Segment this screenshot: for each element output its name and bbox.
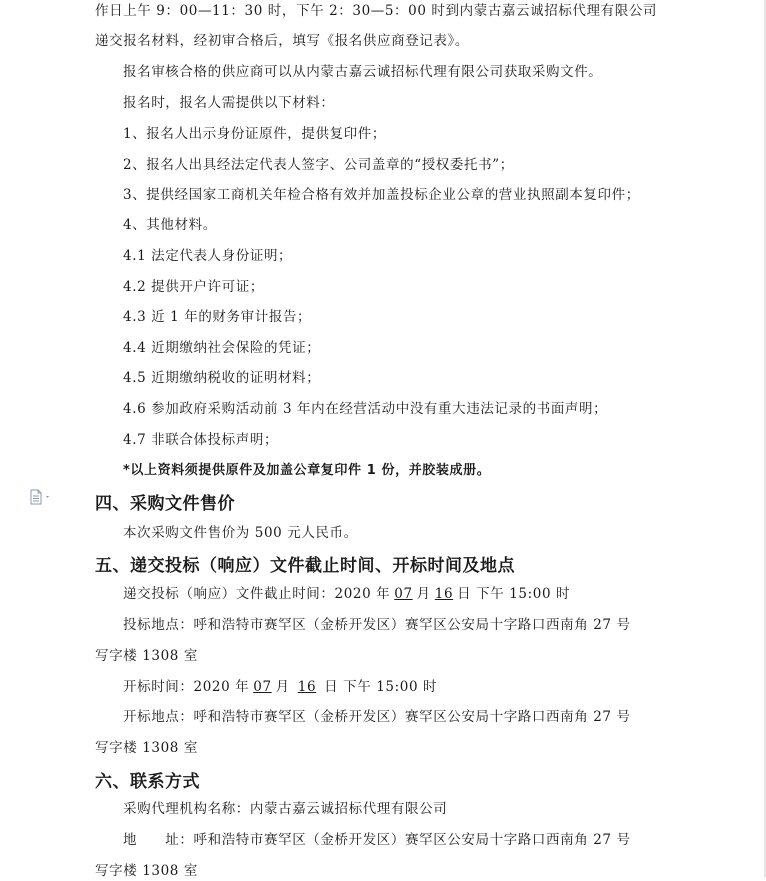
text-line: 4.4 近期缴纳社会保险的凭证； xyxy=(123,340,321,356)
text-line: 采购代理机构名称：内蒙古嘉云诚招标代理有限公司 xyxy=(123,801,448,817)
deadline-prefix: 递交投标（响应）文件截止时间：2020 年 xyxy=(123,586,391,602)
deadline-line xyxy=(123,584,723,604)
section-heading: 四、采购文件售价 xyxy=(95,494,235,514)
open-prefix: 开标时间：2020 年 xyxy=(123,679,250,695)
month-unit: 月 xyxy=(275,679,290,695)
document-icon[interactable] xyxy=(28,489,54,505)
text-line: 4.5 近期缴纳税收的证明材料； xyxy=(123,370,321,386)
text-line: 3、提供经国家工商机关年检合格有效并加盖投标企业公章的营业执照副本复印件； xyxy=(123,187,640,203)
text-line: 作日上午 9：00—11：30 时，下午 2：30—5：00 时到内蒙古嘉云诚招标代理有限公司 xyxy=(95,3,658,19)
deadline-month: 07 xyxy=(394,586,413,602)
open-day: 16 xyxy=(297,679,317,695)
text-line: 报名时，报名人需提供以下材料： xyxy=(123,95,335,111)
text-line: 报名审核合格的供应商可以从内蒙古嘉云诚招标代理有限公司获取采购文件。 xyxy=(123,64,603,80)
month-unit: 月 xyxy=(416,586,431,602)
open-month: 07 xyxy=(253,679,272,695)
text-line: 4、其他材料。 xyxy=(123,217,217,233)
text-line: 4.2 提供开户许可证； xyxy=(123,279,264,295)
open-suffix: 日 下午 15:00 时 xyxy=(324,679,438,695)
text-line: 递交报名材料，经初审合格后，填写《报名供应商登记表》。 xyxy=(95,33,469,49)
text-line: 地 址：呼和浩特市赛罕区（金桥开发区）赛罕区公安局十字路口西南角 27 号 xyxy=(123,832,631,848)
text-line: 本次采购文件售价为 500 元人民币。 xyxy=(123,525,358,541)
text-line: 4.3 近 1 年的财务审计报告； xyxy=(123,309,312,325)
text-line: 投标地点：呼和浩特市赛罕区（金桥开发区）赛罕区公安局十字路口西南角 27 号 xyxy=(123,617,631,633)
text-line: 4.1 法定代表人身份证明； xyxy=(123,248,293,264)
text-line: 4.7 非联合体投标声明； xyxy=(123,432,279,448)
deadline-day: 16 xyxy=(434,586,454,602)
text-line: 2、报名人出具经法定代表人签字、公司盖章的“授权委托书”； xyxy=(123,157,514,173)
text-line: 4.6 参加政府采购活动前 3 年内在经营活动中没有重大违法记录的书面声明； xyxy=(123,401,608,417)
text-line: 写字楼 1308 室 xyxy=(95,863,198,879)
text-line: 写字楼 1308 室 xyxy=(95,648,198,664)
note-line: *以上资料须提供原件及加盖公章复印件 1 份，并胶装成册。 xyxy=(123,463,491,478)
text-line: 写字楼 1308 室 xyxy=(95,740,198,756)
section-heading: 五、递交投标（响应）文件截止时间、开标时间及地点 xyxy=(95,556,515,576)
section-heading: 六、联系方式 xyxy=(95,772,200,792)
text-line: 1、报名人出示身份证原件，提供复印件； xyxy=(123,126,386,142)
text-line: 开标地点：呼和浩特市赛罕区（金桥开发区）赛罕区公安局十字路口西南角 27 号 xyxy=(123,709,631,725)
open-time-line xyxy=(123,677,723,697)
deadline-suffix: 日 下午 15:00 时 xyxy=(457,586,571,602)
